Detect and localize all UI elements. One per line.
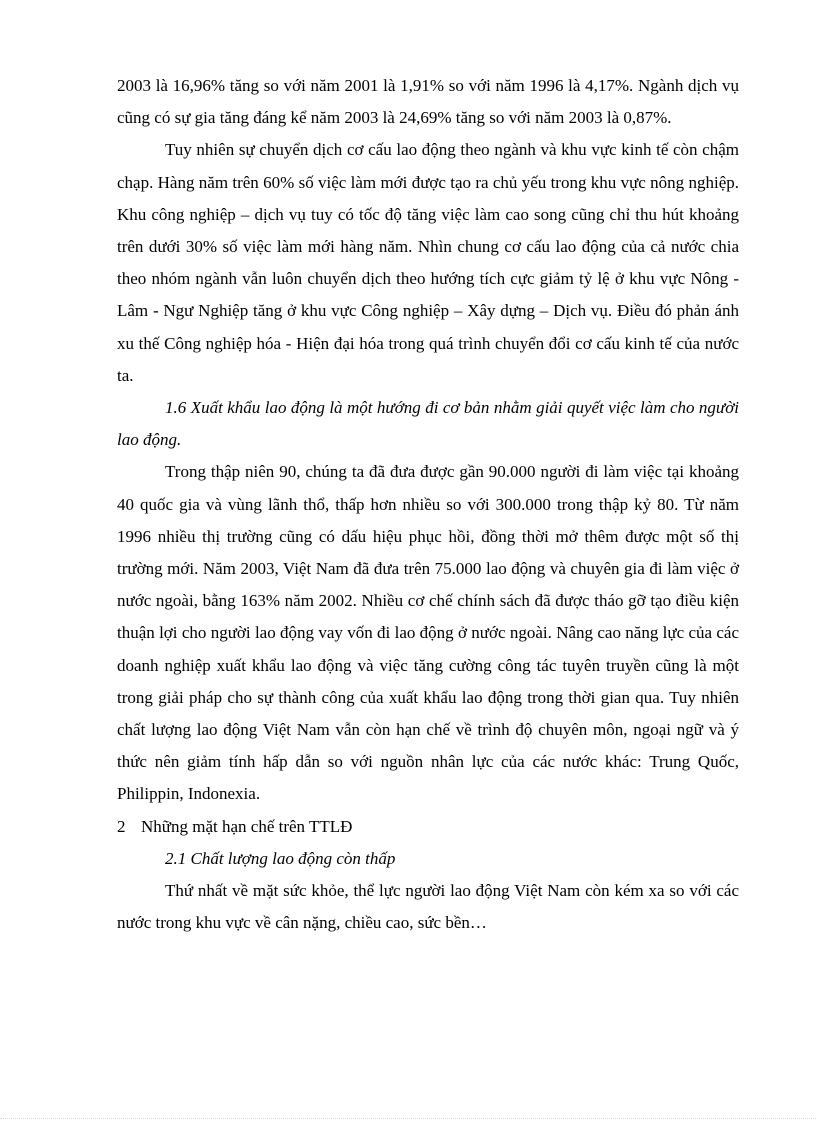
section-title: Những mặt hạn chế trên TTLĐ: [141, 816, 353, 836]
paragraph-health: Thứ nhất về mặt sức khỏe, thể lực người lao động Việt Nam còn kém xa so với các nước trong khu vực về cân nặng, chiều cao, sức bền…: [117, 881, 739, 933]
paragraph-labor-export: Trong thập niên 90, chúng ta đã đưa được gần 90.000 người đi làm việc tại khoảng 40 quốc gia và vùng lãnh thổ, thấp hơn nhiều so với 300.000 trong thập kỷ 80. Từ năm 1996 nhiều thị trường cũng có dấu hiệu phục hồi, đồng thời mở thêm được một số thị trường mới. Năm 2003, Việt Nam đã đưa trên 75.000 lao động và chuyên gia đi làm việc ở nước ngoài, bằng 163% năm 2002. Nhiều cơ chế chính sách đã được tháo gỡ tạo điều kiện thuận lợi cho người lao động vay vốn đi lao động ở nước ngoài. Nâng cao năng lực của các doanh nghiệp xuất khẩu lao động và việc tăng cường công tác tuyên truyền cũng là một trong giải pháp cho sự thành công của xuất khẩu lao động trong thời gian qua. Tuy nhiên chất lượng lao động Việt Nam vẫn còn hạn chế về trình độ chuyên môn, ngoại ngữ và ý thức nên giảm tính hấp dẫn so với nguồn nhân lực của các nước khác: Trung Quốc, Philippin, Indonexia.: [117, 462, 739, 804]
document-page: [117, 70, 739, 939]
paragraph-labor-structure: Tuy nhiên sự chuyển dịch cơ cấu lao động theo ngành và khu vực kinh tế còn chậm chạp. Hàng năm trên 60% số việc làm mới được tạo ra chủ yếu trong khu vực nông nghiệp. Khu công nghiệp – dịch vụ tuy có tốc độ tăng việc làm cao song cũng chỉ thu hút khoảng trên dưới 30% số việc làm mới hàng năm. Nhìn chung cơ cấu lao động của cả nước chia theo nhóm ngành vẫn luôn chuyển dịch theo hướng tích cực giảm tỷ lệ ở khu vực Nông - Lâm - Ngư Nghiệp tăng ở khu vực Công nghiệp – Xây dựng – Dịch vụ. Điều đó phản ánh xu thế Công nghiệp hóa - Hiện đại hóa trong quá trình chuyển đổi cơ cấu kinh tế của nước ta.: [117, 140, 739, 385]
section-number: 2: [117, 816, 126, 836]
paragraph-employment-growth: 2003 là 16,96% tăng so với năm 2001 là 1,91% so với năm 1996 là 4,17%. Ngành dịch vụ cũng có sự gia tăng đáng kể năm 2003 là 24,69% tăng so với năm 2003 là 0,87%.: [117, 76, 739, 128]
section-heading: [117, 811, 739, 843]
subsection-heading: 2.1 Chất lượng lao động còn thấp: [165, 848, 396, 868]
subheading-labor-export: 1.6 Xuất khẩu lao động là một hướng đi cơ bản nhằm giải quyết việc làm cho người lao động.: [117, 398, 739, 450]
page-bottom-rule: [0, 1118, 816, 1119]
